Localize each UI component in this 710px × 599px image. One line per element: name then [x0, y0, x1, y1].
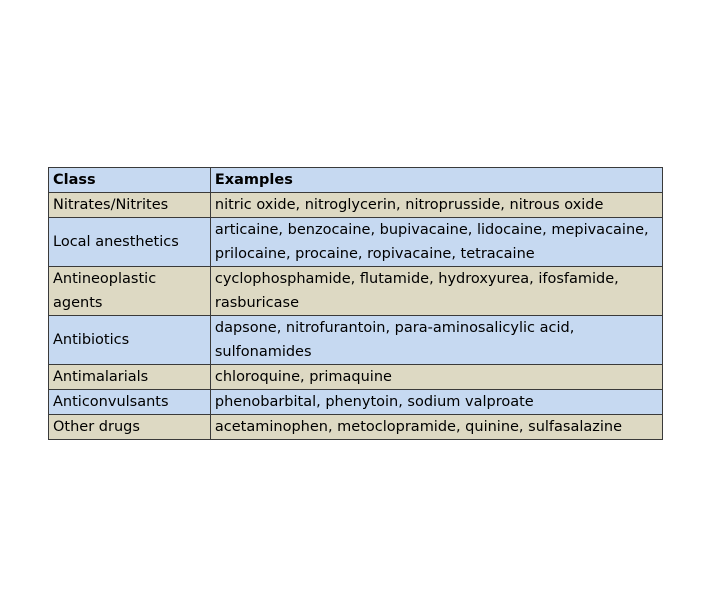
- table-row: [49, 218, 663, 267]
- examples-cell: articaine, benzocaine, bupivacaine, lidocaine, mepivacaine, prilocaine, procaine, ropivacaine, tetracaine: [210, 218, 662, 267]
- class-cell: Antimalarials: [49, 365, 211, 390]
- table-row: [49, 316, 663, 365]
- examples-cell: phenobarbital, phenytoin, sodium valproate: [210, 390, 662, 415]
- class-cell: Local anesthetics: [49, 218, 211, 267]
- examples-cell: chloroquine, primaquine: [210, 365, 662, 390]
- table-row: [49, 390, 663, 415]
- header-examples: Examples: [210, 168, 662, 193]
- examples-cell: dapsone, nitrofurantoin, para-aminosalicylic acid, sulfonamides: [210, 316, 662, 365]
- class-cell: Antineoplastic agents: [49, 267, 211, 316]
- examples-cell: acetaminophen, metoclopramide, quinine, sulfasalazine: [210, 415, 662, 440]
- table-header-row: [49, 168, 663, 193]
- class-cell: Other drugs: [49, 415, 211, 440]
- table-row: [49, 267, 663, 316]
- drug-class-table: [48, 167, 663, 440]
- class-cell: Anticonvulsants: [49, 390, 211, 415]
- table-row: [49, 365, 663, 390]
- examples-cell: cyclophosphamide, flutamide, hydroxyurea, ifosfamide, rasburicase: [210, 267, 662, 316]
- class-cell: Nitrates/Nitrites: [49, 193, 211, 218]
- header-class: Class: [49, 168, 211, 193]
- table-row: [49, 415, 663, 440]
- class-cell: Antibiotics: [49, 316, 211, 365]
- table-row: [49, 193, 663, 218]
- examples-cell: nitric oxide, nitroglycerin, nitroprusside, nitrous oxide: [210, 193, 662, 218]
